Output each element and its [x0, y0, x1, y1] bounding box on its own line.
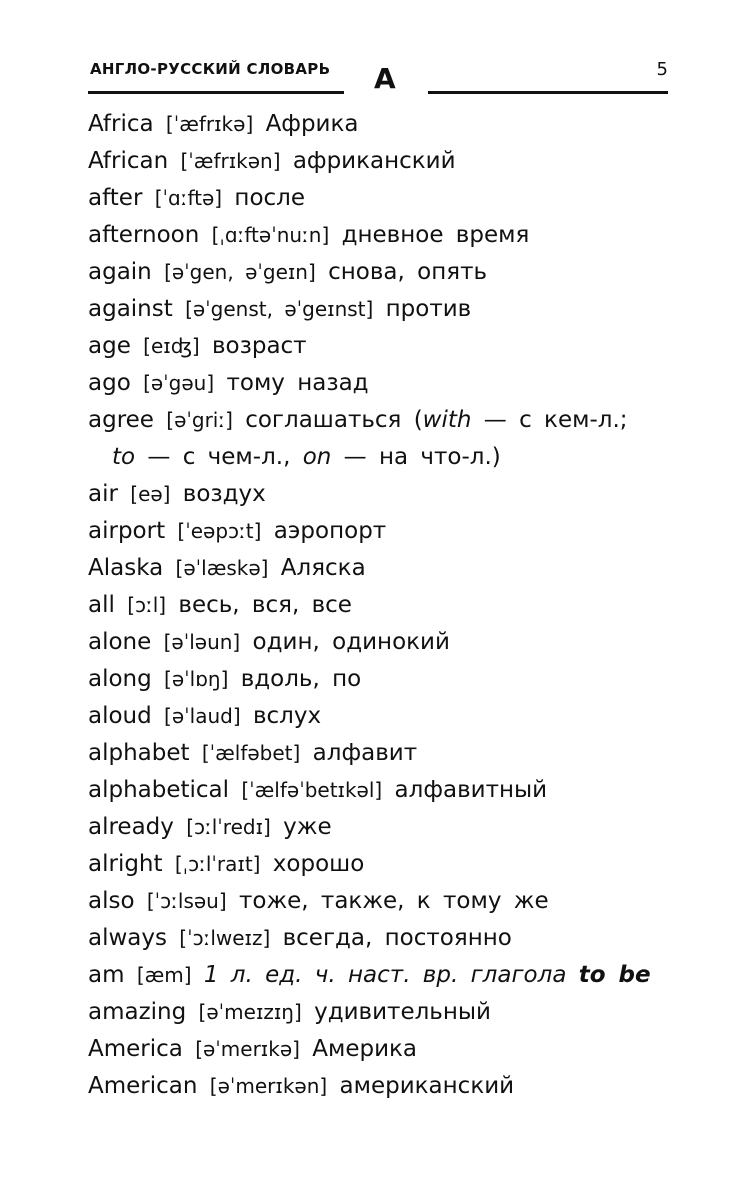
usage-note-text: — с чем-л.,	[147, 444, 291, 470]
headword: alone	[88, 629, 152, 655]
transcription: [əˈlɒŋ]	[164, 667, 229, 691]
dictionary-entry	[88, 143, 688, 180]
translation: аэропорт	[273, 518, 387, 544]
translation: удивительный	[314, 999, 492, 1025]
dictionary-entry	[88, 476, 688, 513]
grammar-note: 1 л. ед. ч. наст. вр. глагола	[203, 962, 567, 988]
dictionary-entry	[88, 846, 688, 883]
dictionary-entry	[88, 809, 688, 846]
headword: always	[88, 925, 167, 951]
transcription: [əˈmerɪkən]	[209, 1074, 328, 1098]
transcription: [ˈæfrɪkə]	[165, 112, 254, 136]
transcription: [ɔːlˈredɪ]	[186, 815, 271, 839]
translation: дневное время	[341, 222, 530, 248]
translation: против	[385, 296, 472, 322]
dictionary-entry	[88, 994, 688, 1031]
transcription: [əˈgenst, əˈgeɪnst]	[185, 297, 374, 321]
headword: alphabetical	[88, 777, 230, 803]
usage-note-open: (	[413, 407, 423, 433]
headword: American	[88, 1073, 198, 1099]
translation: всегда, постоянно	[282, 925, 512, 951]
headword: America	[88, 1036, 183, 1062]
translation: уже	[283, 814, 332, 840]
transcription: [ˈælfəbet]	[201, 741, 301, 765]
headword: along	[88, 666, 152, 692]
headword: afternoon	[88, 222, 200, 248]
page-number: 5	[656, 59, 668, 80]
headword: against	[88, 296, 173, 322]
translation: возраст	[211, 333, 307, 359]
headword: African	[88, 148, 169, 174]
transcription: [əˈgriː]	[166, 408, 233, 432]
translation: Америка	[312, 1036, 418, 1062]
headword: all	[88, 592, 115, 618]
dictionary-entry	[88, 624, 688, 661]
headword: aloud	[88, 703, 152, 729]
transcription: [ˈeəpɔːt]	[177, 519, 262, 543]
translation: вслух	[252, 703, 322, 729]
headword: age	[88, 333, 131, 359]
dictionary-entry	[88, 291, 688, 328]
translation: один, одинокий	[252, 629, 450, 655]
dictionary-entries	[88, 106, 688, 1105]
translation: весь, вся, все	[178, 592, 352, 618]
usage-note-text: — с кем-л.;	[483, 407, 628, 433]
dictionary-entry	[88, 550, 688, 587]
translation: снова, опять	[328, 259, 488, 285]
dictionary-entry	[88, 254, 688, 291]
headword: alphabet	[88, 740, 190, 766]
transcription: [əˈmerɪkə]	[195, 1037, 300, 1061]
dictionary-entry	[88, 328, 688, 365]
dictionary-entry	[88, 217, 688, 254]
translation: тому назад	[226, 370, 369, 396]
transcription: [eɪʤ]	[143, 334, 200, 358]
translation: американский	[339, 1073, 515, 1099]
section-letter: A	[374, 62, 396, 95]
transcription: [ˈɑːftə]	[154, 186, 223, 210]
dictionary-entry	[88, 735, 688, 772]
page-header	[88, 56, 668, 96]
headword: air	[88, 481, 118, 507]
headword: agree	[88, 407, 154, 433]
transcription: [əˈlaud]	[164, 704, 241, 728]
dictionary-entry	[88, 957, 688, 994]
transcription: [ˈɔːlsəu]	[146, 889, 227, 913]
headword: ago	[88, 370, 131, 396]
dictionary-entry	[88, 920, 688, 957]
dictionary-entry	[88, 513, 688, 550]
dictionary-entry	[88, 883, 688, 920]
usage-preposition: to	[112, 444, 136, 470]
usage-preposition: with	[422, 407, 472, 433]
dictionary-entry-continuation	[88, 439, 688, 476]
translation: Африка	[265, 111, 359, 137]
header-rule-left	[88, 91, 344, 94]
dictionary-entry	[88, 180, 688, 217]
dictionary-entry	[88, 1031, 688, 1068]
translation: вдоль, по	[240, 666, 362, 692]
dictionary-entry	[88, 106, 688, 143]
translation: алфавит	[312, 740, 418, 766]
dictionary-entry	[88, 772, 688, 809]
headword: after	[88, 185, 143, 211]
transcription: [eə]	[130, 482, 171, 506]
transcription: [əˈlæskə]	[175, 556, 269, 580]
translation: тоже, также, к тому же	[238, 888, 549, 914]
dictionary-entry	[88, 587, 688, 624]
translation: после	[234, 185, 306, 211]
dictionary-entry	[88, 661, 688, 698]
transcription: [ˌɑːftəˈnuːn]	[211, 223, 330, 247]
usage-preposition: on	[302, 444, 332, 470]
transcription: [əˈgəu]	[143, 371, 215, 395]
running-title: АНГЛО-РУССКИЙ СЛОВАРЬ	[90, 60, 331, 78]
grammar-reference: to be	[578, 962, 651, 988]
transcription: [əˈmeɪzɪŋ]	[198, 1000, 302, 1024]
headword: am	[88, 962, 125, 988]
dictionary-entry	[88, 365, 688, 402]
translation: воздух	[182, 481, 266, 507]
translation: алфавитный	[394, 777, 548, 803]
header-rule-right	[428, 91, 668, 94]
headword: already	[88, 814, 174, 840]
headword: also	[88, 888, 135, 914]
translation: соглашаться	[245, 407, 402, 433]
translation: африканский	[292, 148, 456, 174]
transcription: [ˈælfəˈbetɪkəl]	[241, 778, 383, 802]
headword: Africa	[88, 111, 154, 137]
translation: Аляска	[280, 555, 366, 581]
dictionary-entry	[88, 1068, 688, 1105]
transcription: [əˈləun]	[163, 630, 241, 654]
transcription: [ˈɔːlweɪz]	[179, 926, 271, 950]
headword: Alaska	[88, 555, 164, 581]
transcription: [ɔːl]	[127, 593, 167, 617]
transcription: [æm]	[136, 963, 192, 987]
headword: alright	[88, 851, 163, 877]
dictionary-entry	[88, 402, 688, 439]
transcription: [əˈgen, əˈgeɪn]	[164, 260, 316, 284]
transcription: [ˈæfrɪkən]	[180, 149, 281, 173]
translation: хорошо	[272, 851, 365, 877]
usage-note-text: — на что-л.)	[343, 444, 501, 470]
headword: again	[88, 259, 152, 285]
dictionary-entry	[88, 698, 688, 735]
headword: amazing	[88, 999, 187, 1025]
transcription: [ˌɔːlˈraɪt]	[174, 852, 261, 876]
headword: airport	[88, 518, 166, 544]
